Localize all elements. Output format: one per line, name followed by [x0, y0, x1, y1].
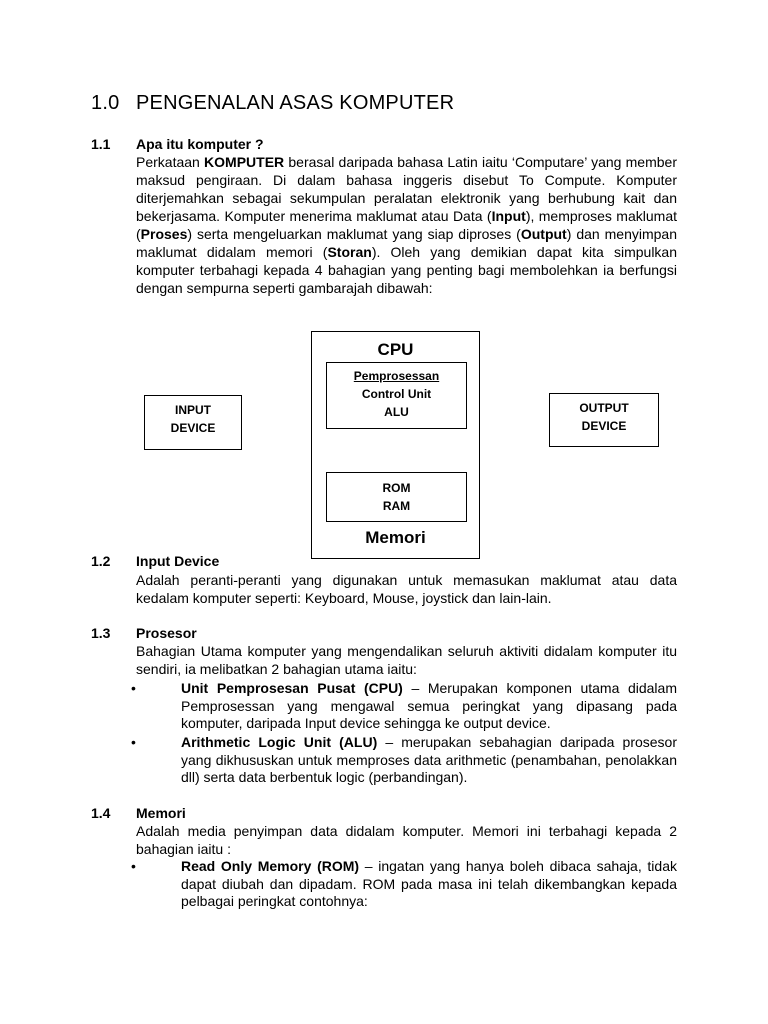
section-number-1-3: 1.3 [91, 625, 111, 641]
memory-box [326, 472, 467, 522]
cpu-label: CPU [377, 340, 414, 359]
output-device-box [549, 393, 659, 447]
processing-title: Pemprosessan [353, 369, 440, 383]
ram-label: RAM [382, 499, 411, 513]
bullet-rom: Read Only Memory (ROM) – ingatan yang hanya boleh dibaca sahaja, tidak dapat diubah dan dipadam. ROM pada masa ini telah dikembangkan kepada pelbagai peringkat contohnya: [181, 858, 677, 909]
section-number-1-1: 1.1 [91, 136, 111, 152]
section-paragraph-1-3: Bahagian Utama komputer yang mengendalikan seluruh aktiviti didalam komputer itu sendiri, ia melibatkan 2 bahagian utama iaitu: [136, 643, 677, 677]
section-paragraph-1-1: Perkataan KOMPUTER berasal daripada bahasa Latin iaitu ‘Computare’ yang member maksud pengiraan. Di dalam bahasa inggeris disebut To Compute. Komputer diterjemahkan sebagai sekumpulan peralatan elektronik yang berhubung kait dan bekerjasama. Komputer menerima maklumat atau Data (Input), memproses maklumat (Proses) serta mengeluarkan maklumat yang siap diproses (Output) dan menyimpan maklumat didalam memori (Storan). Oleh yang demikian dapat kita simpulkan komputer terbahagi kepada 4 bahagian yang penting bagi membolehkan ia berfungsi dengan sempurna seperti gambarajah dibawah: [136, 154, 678, 296]
input-label-line2: DEVICE [170, 421, 216, 435]
bullet-marker: • [131, 734, 136, 750]
control-unit-label: Control Unit [361, 387, 432, 401]
page-title [91, 92, 454, 115]
input-label-line1: INPUT [175, 403, 211, 417]
section-heading-1-1: Apa itu komputer ? [136, 136, 264, 152]
input-device-box [144, 395, 242, 450]
memori-label: Memori [365, 528, 426, 547]
bullet-marker: • [131, 680, 136, 696]
title-text: PENGENALAN ASAS KOMPUTER [136, 92, 455, 114]
rom-label: ROM [382, 481, 411, 495]
bullet-cpu: Unit Pemprosesan Pusat (CPU) – Merupakan komponen utama didalam Pemprosessan yang mengawal semua peringkat yang dipasang pada komputer, daripada Input device sehingga ke output device. [181, 680, 677, 731]
section-number-1-4: 1.4 [91, 805, 111, 821]
section-paragraph-1-4: Adalah media penyimpan data didalam komputer. Memori ini terbahagi kepada 2 bahagian iaitu : [136, 823, 677, 857]
processing-box [326, 362, 467, 429]
section-heading-1-4: Memori [136, 805, 186, 821]
section-heading-1-3: Prosesor [136, 625, 197, 641]
bullet-marker: • [131, 858, 136, 874]
section-number-1-2: 1.2 [91, 553, 111, 569]
bullet-alu: Arithmetic Logic Unit (ALU) – merupakan sebahagian daripada prosesor yang dikhususkan untuk memproses data arithmetic (penambahan, penolakkan dll) serta data berbentuk logic (perbandingan). [181, 734, 677, 785]
section-paragraph-1-2: Adalah peranti-peranti yang digunakan untuk memasukan maklumat atau data kedalam komputer seperti: Keyboard, Mouse, joystick dan lain-lain. [136, 572, 677, 606]
title-number: 1.0 [91, 92, 120, 114]
alu-label: ALU [384, 405, 409, 419]
output-label-line2: DEVICE [581, 419, 627, 433]
output-label-line1: OUTPUT [579, 401, 629, 415]
section-heading-1-2: Input Device [136, 553, 220, 569]
